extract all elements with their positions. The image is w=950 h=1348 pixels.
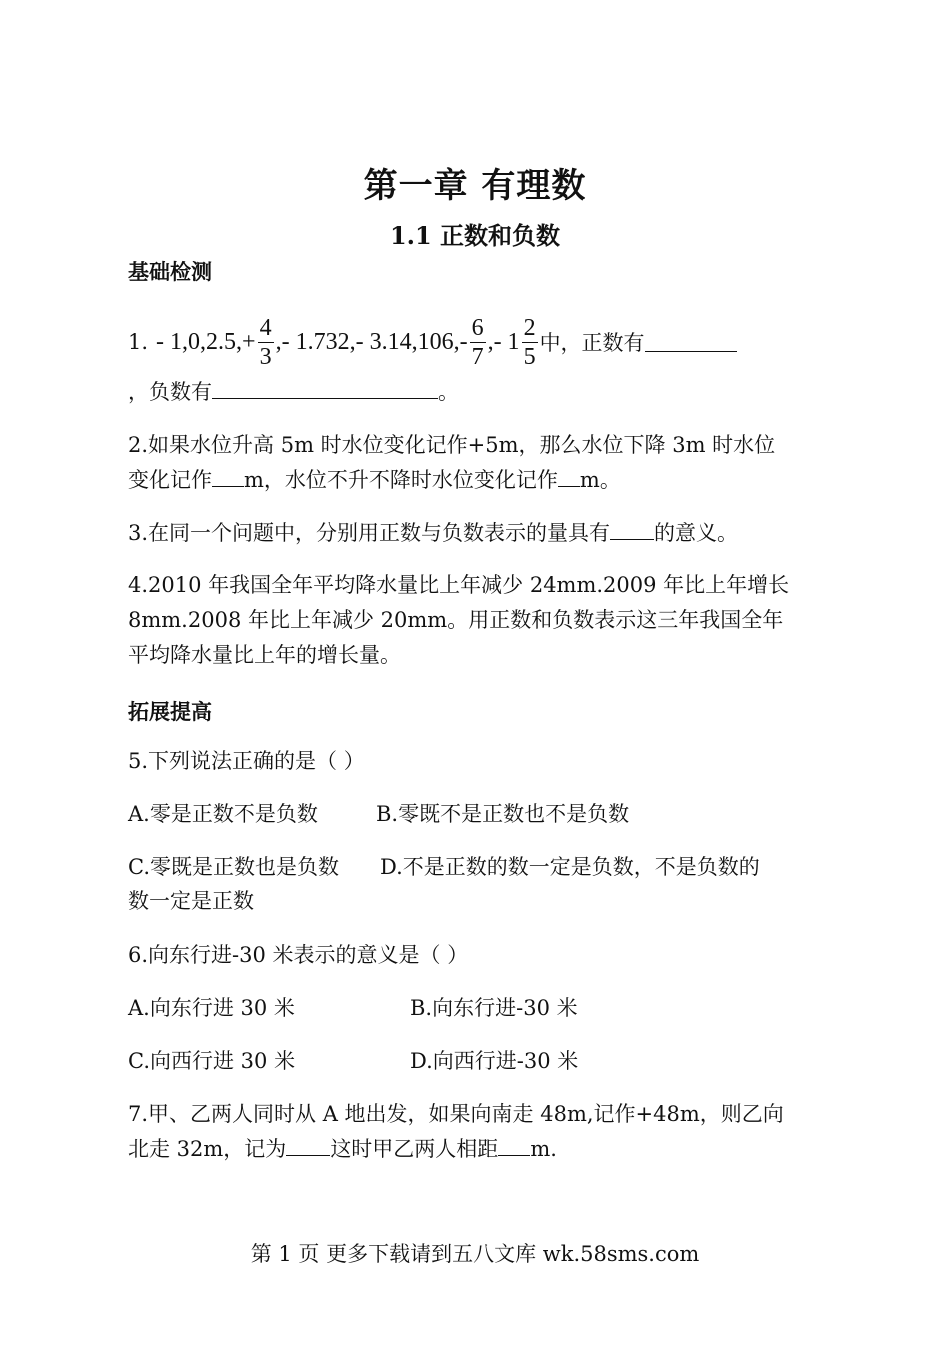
- frac2-denominator: 7: [471, 343, 484, 370]
- q7-text-a: 北走 32m，记为: [128, 1137, 287, 1161]
- fraction-6-7: [470, 314, 486, 371]
- q2-text-b: m，水位不升不降时水位变化记作: [244, 468, 558, 492]
- q1-number: 1.: [128, 330, 149, 354]
- heading-extend: 拓展提高: [128, 700, 212, 724]
- question-6-stem: 6.向东行进-30 米表示的意义是（ ）: [128, 943, 469, 967]
- question-3: [128, 518, 738, 548]
- frac1-numerator: 4: [259, 314, 272, 341]
- answer-blank-negative[interactable]: [212, 380, 438, 399]
- q3-text-b: 的意义。: [654, 521, 739, 545]
- q5-option-a: A.零是正数不是负数: [128, 802, 318, 826]
- chapter-title: 第一章 有理数: [363, 166, 587, 206]
- q7-text-c: m.: [530, 1137, 557, 1161]
- q2-text-c: m。: [579, 468, 621, 492]
- q6-option-d: D.向西行进-30 米: [410, 1049, 579, 1073]
- answer-blank-positive[interactable]: [645, 333, 737, 352]
- question-2-line-2: [128, 465, 621, 495]
- frac3-denominator: 5: [523, 343, 536, 370]
- question-5-stem: 5.下列说法正确的是（ ）: [128, 749, 365, 773]
- answer-blank-q2-1[interactable]: [212, 468, 244, 487]
- q5-option-d: D.不是正数的数一定是负数，不是负数的: [380, 855, 760, 879]
- frac2-numerator: 6: [471, 314, 484, 341]
- q1-period: 。: [438, 380, 459, 404]
- heading-basic: 基础检测: [128, 260, 212, 284]
- question-2-line-1: 2.如果水位升高 5m 时水位变化记作+5m，那么水位下降 3m 时水位: [128, 433, 776, 457]
- q1-tail: 中，正数有: [539, 331, 645, 355]
- q1-math-c: ,- 1: [487, 328, 520, 355]
- answer-blank-q7-2[interactable]: [498, 1137, 530, 1156]
- q3-text-a: 3.在同一个问题中，分别用正数与负数表示的量具有: [128, 521, 611, 545]
- fraction-4-3: [258, 314, 274, 371]
- answer-blank-q7-1[interactable]: [286, 1137, 330, 1156]
- answer-blank-q3[interactable]: [610, 521, 654, 540]
- page-footer: 第 1 页 更多下载请到五八文库 wk.58sms.com: [250, 1242, 700, 1266]
- section-title: 1.1 正数和负数: [389, 221, 561, 250]
- q5-option-b: B.零既不是正数也不是负数: [376, 802, 630, 826]
- question-1-line-1: [128, 306, 737, 378]
- q5-option-d-cont: 数一定是正数: [128, 889, 254, 913]
- frac3-numerator: 2: [523, 314, 536, 341]
- question-1-line-2: [128, 377, 459, 407]
- q6-option-b: B.向东行进-30 米: [410, 996, 578, 1020]
- q5-option-c: C.零既是正数也是负数: [128, 855, 339, 879]
- q1-negative-label: ，负数有: [128, 380, 212, 404]
- question-4-line-2: 8mm.2008 年比上年减少 20mm。用正数和负数表示这三年我国全年: [128, 608, 784, 632]
- question-7-line-2: [128, 1134, 557, 1164]
- q7-text-b: 这时甲乙两人相距: [330, 1137, 499, 1161]
- frac1-denominator: 3: [259, 343, 272, 370]
- question-4-line-1: 4.2010 年我国全年平均降水量比上年减少 24mm.2009 年比上年增长: [128, 573, 790, 597]
- fraction-2-5: [522, 314, 538, 371]
- question-7-line-1: 7.甲、乙两人同时从 A 地出发，如果向南走 48m,记作+48m，则乙向: [128, 1102, 784, 1126]
- q2-text-a: 变化记作: [128, 468, 212, 492]
- answer-blank-q2-2[interactable]: [558, 468, 580, 487]
- question-4-line-3: 平均降水量比上年的增长量。: [128, 643, 401, 667]
- q6-option-a: A.向东行进 30 米: [128, 996, 295, 1020]
- q1-math-b: ,- 1.732,- 3.14,106,-: [275, 328, 468, 355]
- q6-option-c: C.向西行进 30 米: [128, 1049, 296, 1073]
- q1-math-a: - 1,0,2.5,+: [156, 328, 256, 355]
